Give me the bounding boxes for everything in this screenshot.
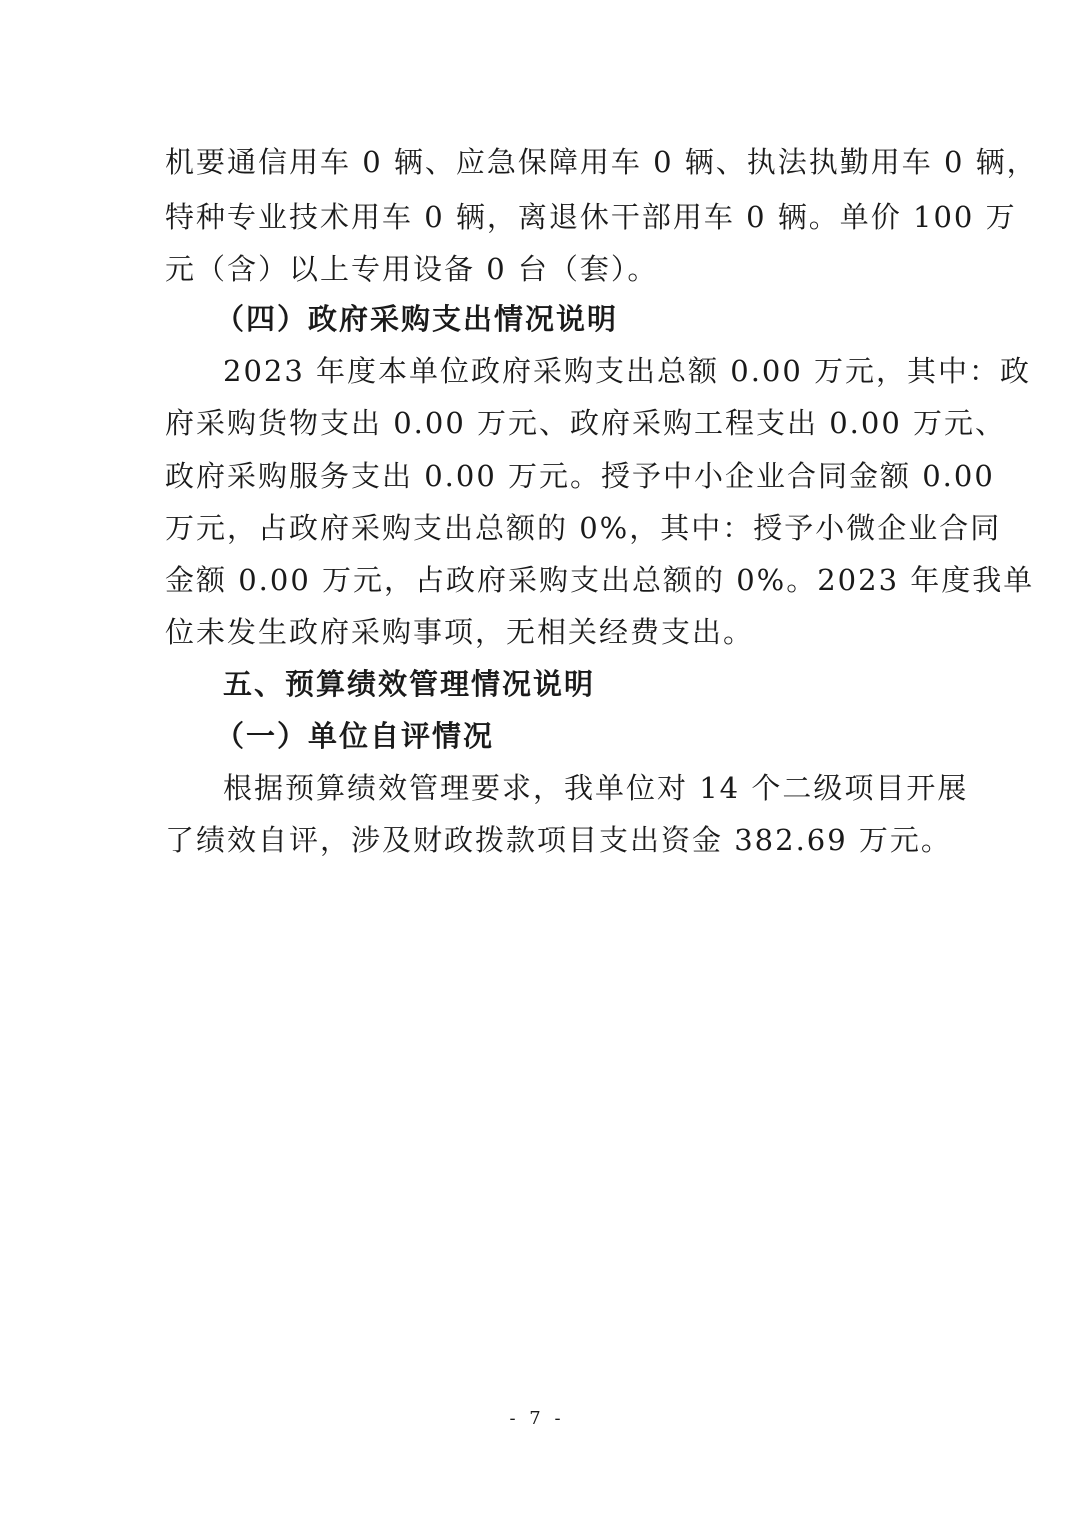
section-4-heading: （四）政府采购支出情况说明: [215, 302, 619, 336]
section-5-1-heading: （一）单位自评情况: [215, 719, 495, 753]
paragraph-line: 元（含）以上专用设备 0 台（套）。: [165, 252, 659, 286]
paragraph-line: 了绩效自评，涉及财政拨款项目支出资金 382.69 万元。: [165, 823, 952, 857]
paragraph-line: 根据预算绩效管理要求，我单位对 14 个二级项目开展: [223, 771, 969, 805]
paragraph-line: 政府采购服务支出 0.00 万元。授予中小企业合同金额 0.00: [165, 459, 995, 493]
paragraph-line: 金额 0.00 万元，占政府采购支出总额的 0%。2023 年度我单: [165, 563, 1035, 597]
paragraph-line: 2023 年度本单位政府采购支出总额 0.00 万元，其中：政: [223, 354, 1032, 388]
paragraph-line: 府采购货物支出 0.00 万元、政府采购工程支出 0.00 万元、: [165, 406, 1007, 440]
paragraph-line: 机要通信用车 0 辆、应急保障用车 0 辆、执法执勤用车 0 辆，: [165, 145, 1038, 179]
page-number: - 7 -: [509, 1408, 565, 1429]
paragraph-line: 万元，占政府采购支出总额的 0%，其中：授予小微企业合同: [165, 511, 1002, 545]
paragraph-line: 位未发生政府采购事项，无相关经费支出。: [165, 615, 755, 649]
section-5-heading: 五、预算绩效管理情况说明: [223, 667, 596, 701]
paragraph-line: 特种专业技术用车 0 辆，离退休干部用车 0 辆。单价 100 万: [165, 200, 1017, 234]
